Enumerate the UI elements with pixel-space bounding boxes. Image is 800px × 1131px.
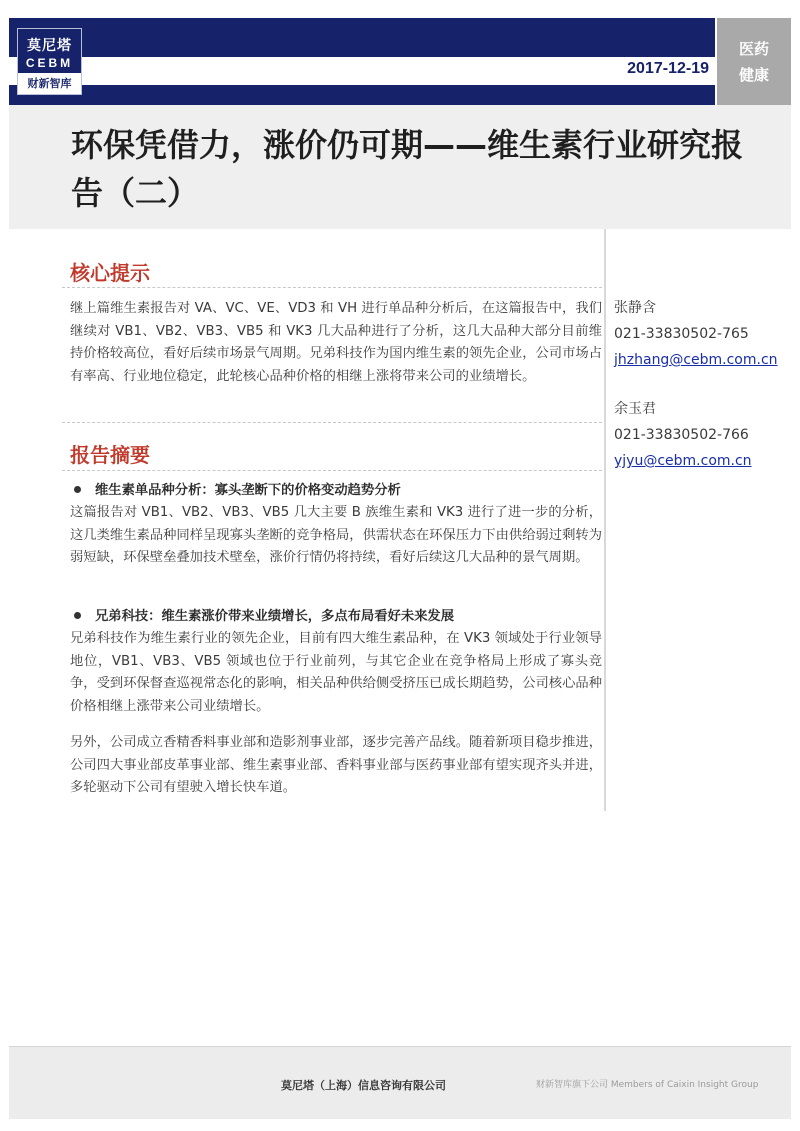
sector-line-1: 医药 (738, 40, 769, 58)
bullet-dot-icon (74, 612, 81, 619)
sector-tag (717, 18, 791, 105)
analyst-1-email-link[interactable]: jhzhang@cebm.com.cn (614, 352, 778, 368)
report-title: 环保凭借力，涨价仍可期——维生素行业研究报告（二） (71, 126, 744, 212)
footer-company: 莫尼塔（上海）信息咨询有限公司 (281, 1079, 446, 1092)
logo-english-name: CEBM (25, 56, 74, 70)
summary-top-rule (62, 422, 602, 423)
core-rule (62, 287, 602, 288)
report-date: 2017-12-19 (627, 60, 709, 77)
bullet-1-title (70, 480, 602, 502)
analyst-1-phone: 021-33830502-765 (614, 326, 749, 342)
title-band (9, 105, 791, 229)
cebm-logo (17, 28, 82, 95)
logo-top (18, 29, 81, 73)
analyst-2-name: 余玉君 (614, 401, 656, 417)
bullet-2-title-text: 兄弟科技：维生素涨价带来业绩增长，多点布局看好未来发展 (95, 609, 455, 624)
analyst-2 (614, 396, 752, 474)
date-strip (9, 57, 715, 85)
bullet-1-title-text: 维生素单品种分析：寡头垄断下的价格变动趋势分析 (95, 483, 401, 498)
summary-rule (62, 470, 602, 471)
footer-group: 财新智库旗下公司 Members of Caixin Insight Group (536, 1080, 759, 1090)
logo-chinese-name: 莫尼塔 (27, 38, 72, 54)
logo-subtitle: 财新智库 (18, 73, 81, 94)
summary-heading: 报告摘要 (70, 443, 150, 467)
summary-extra-text: 另外，公司成立香精香料事业部和造影剂事业部，逐步完善产品线。随着新项目稳步推进，公司四大事业部皮革事业部、维生素事业部、香料事业部与医药事业部有望实现齐头并进，多轮驱动下公司有望驶入增长快车道。 (70, 735, 602, 795)
bullet-dot-icon (74, 486, 81, 493)
bullet-1-text: 这篇报告对 VB1、VB2、VB3、VB5 几大主要 B 族维生素和 VK3 进行了进一步的分析，这几类维生素品种同样呈现寡头垄断的竞争格局，供需状态在环保压力下由供给弱过剩转为弱短缺，环保壁垒叠加技术壁垒，涨价行情仍将持续，看好后续这几大品种的景气周期。 (70, 505, 602, 565)
analyst-1-name: 张静含 (614, 300, 656, 316)
bullet-2-text: 兄弟科技作为维生素行业的领先企业，目前有四大维生素品种，在 VK3 领域处于行业领导地位，VB1、VB3、VB5 领域也位于行业前列，与其它企业在竞争格局上形成了寡头竞争，受到环保督查巡视常态化的影响，相关品种供给侧受挤压已成长期趋势，公司核心品种价格相继上涨带来公司业绩增长。 (70, 631, 602, 714)
analyst-2-phone: 021-33830502-766 (614, 427, 749, 443)
analyst-2-email-link[interactable]: yjyu@cebm.com.cn (614, 453, 752, 469)
core-heading: 核心提示 (70, 261, 150, 285)
core-text: 继上篇维生素报告对 VA、VC、VE、VD3 和 VH 进行单品种分析后，在这篇报告中，我们继续对 VB1、VB2、VB3、VB5 和 VK3 几大品种进行了分析，这几大品种大部分目前维持价格较高位，看好后续市场景气周期。兄弟科技作为国内维生素的领先企业，公司市场占有率高、行业地位稳定，此轮核心品种价格的相继上涨将带来公司的业绩增长。 (70, 301, 602, 384)
bullet-2-title (70, 606, 602, 628)
column-divider (604, 229, 606, 811)
footer (9, 1046, 791, 1119)
sector-line-2: 健康 (738, 66, 769, 84)
analyst-1 (614, 295, 778, 373)
